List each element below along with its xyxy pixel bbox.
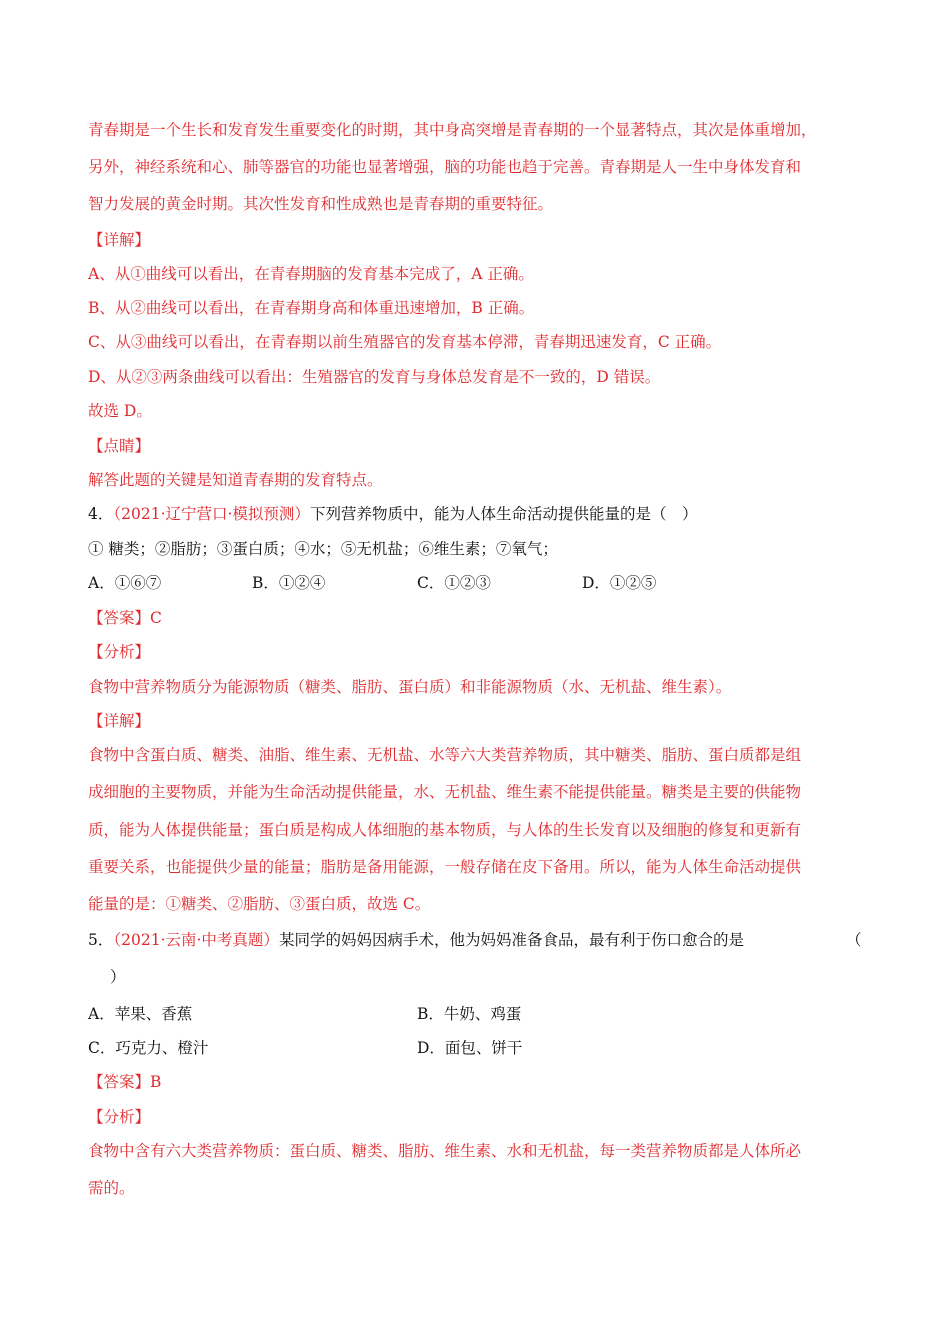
q4-detail-line: 重要关系，也能提供少量的能量；脂肪是备用能源，一般存储在皮下备用。所以，能为人体生命活动提供 — [88, 858, 802, 876]
q4-answer: 【答案】C — [88, 609, 162, 627]
q4-question — [88, 502, 697, 524]
intro-line: 智力发展的黄金时期。其次性发育和性成熟也是青春期的重要特征。 — [88, 195, 554, 213]
q3-detail-line: A、从①曲线可以看出，在青春期脑的发育基本完成了，A 正确。 — [88, 265, 534, 283]
q5-analysis-line: 需的。 — [88, 1179, 135, 1197]
q3-detail-line: C、从③曲线可以看出，在青春期以前生殖器官的发育基本停滞，青春期迅速发育，C 正确。 — [88, 333, 722, 351]
q4-option-c: C．①②③ — [417, 574, 491, 592]
q4-detail-heading: 【详解】 — [88, 712, 151, 730]
intro-line: 另外，神经系统和心、肺等器官的功能也显著增强，脑的功能也趋于完善。青春期是人一生中身体发育和 — [88, 158, 802, 176]
q4-detail-line: 成细胞的主要物质，并能为生命活动提供能量，水、无机盐、维生素不能提供能量。糖类是主要的供能物 — [88, 783, 802, 801]
q4-detail-line: 食物中含蛋白质、糖类、油脂、维生素、无机盐、水等六大类营养物质，其中糖类、脂肪、蛋白质都是组 — [88, 746, 802, 764]
q5-paren-close: ） — [110, 968, 126, 986]
q4-analysis-text: 食物中营养物质分为能源物质（糖类、脂肪、蛋白质）和非能源物质（水、无机盐、维生素）。 — [88, 678, 732, 696]
q4-option-b: B．①②④ — [252, 574, 326, 592]
q3-detail-line: D、从②③两条曲线可以看出：生殖器官的发育与身体总发育是不一致的，D 错误。 — [88, 368, 661, 386]
q4-detail-line: 能量的是：①糖类、②脂肪、③蛋白质，故选 C。 — [88, 895, 431, 913]
q5-paren-open: （ — [846, 931, 862, 949]
q5-option-a: A．苹果、香蕉 — [88, 1005, 193, 1023]
q5-stem: 某同学的妈妈因病手术，他为妈妈准备食品，最有利于伤口愈合的是 — [278, 931, 744, 949]
q5-option-c: C．巧克力、橙汁 — [88, 1039, 209, 1057]
q5-option-b: B．牛奶、鸡蛋 — [417, 1005, 522, 1023]
q5-analysis-line: 食物中含有六大类营养物质：蛋白质、糖类、脂肪、维生素、水和无机盐，每一类营养物质都是人体所必 — [88, 1142, 802, 1160]
q5-source: （2021·云南·中考真题） — [113, 931, 279, 949]
q3-detail-heading: 【详解】 — [88, 231, 151, 249]
q4-option-d: D．①②⑤ — [582, 574, 657, 592]
q4-option-a: A．①⑥⑦ — [88, 574, 162, 592]
q5-question — [88, 928, 744, 950]
q4-analysis-heading: 【分析】 — [88, 643, 151, 661]
intro-line: 青春期是一个生长和发育发生重要变化的时期，其中身高突增是青春期的一个显著特点，其次是体重增加， — [88, 121, 817, 139]
q5-analysis-heading: 【分析】 — [88, 1108, 151, 1126]
q4-source: （2021·辽宁营口·模拟预测） — [113, 505, 310, 523]
q5-number: 5． — [88, 931, 114, 949]
q3-tip-heading: 【点睛】 — [88, 437, 151, 455]
q4-stem: 下列营养物质中，能为人体生命活动提供能量的是（ ） — [309, 505, 698, 523]
q5-option-d: D．面包、饼干 — [417, 1039, 523, 1057]
q3-conclusion: 故选 D。 — [88, 402, 152, 420]
q4-items: ① 糖类；②脂肪；③蛋白质；④水；⑤无机盐；⑥维生素；⑦氧气； — [88, 540, 558, 558]
q3-tip-text: 解答此题的关键是知道青春期的发育特点。 — [88, 471, 383, 489]
q4-detail-line: 质，能为人体提供能量；蛋白质是构成人体细胞的基本物质，与人体的生长发育以及细胞的修复和更新有 — [88, 821, 802, 839]
q5-answer: 【答案】B — [88, 1073, 162, 1091]
q3-detail-line: B、从②曲线可以看出，在青春期身高和体重迅速增加，B 正确。 — [88, 299, 535, 317]
q4-number: 4． — [88, 505, 114, 523]
